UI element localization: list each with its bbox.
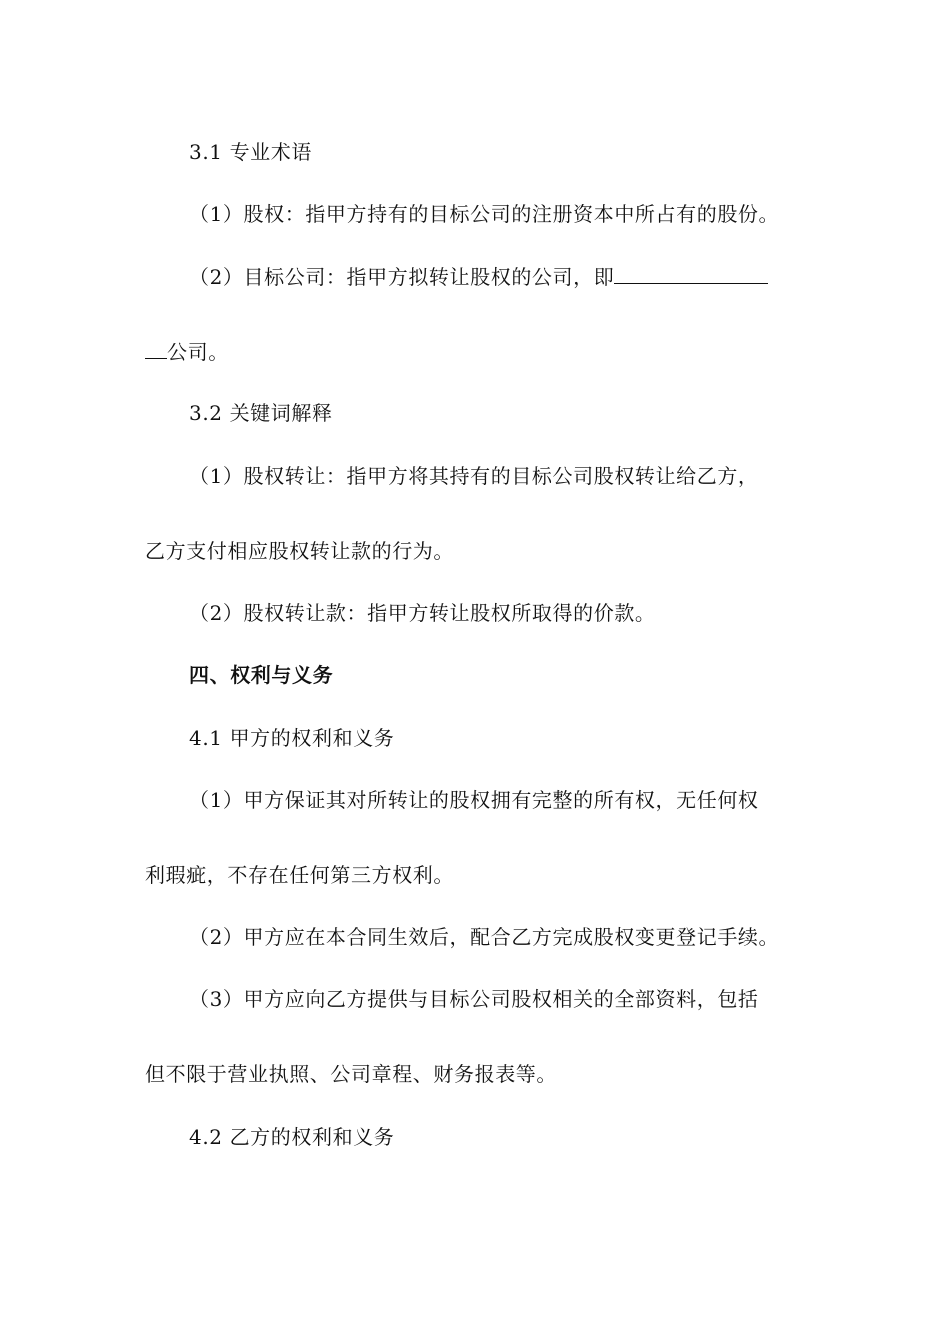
paragraph-party-a-materials: （3）甲方应向乙方提供与目标公司股权相关的全部资料，包括 [189, 987, 759, 1011]
company-name-blank [614, 263, 768, 284]
paragraph-party-a-ownership-cont: 利瑕疵，不存在任何第三方权利。 [145, 863, 454, 887]
paragraph-equity-transfer: （1）股权转让：指甲方将其持有的目标公司股权转让给乙方， [189, 464, 759, 488]
section-3-2-heading: 3.2 关键词解释 [189, 401, 333, 425]
paragraph-transfer-price: （2）股权转让款：指甲方转让股权所取得的价款。 [189, 601, 656, 625]
section-4-1-heading: 4.1 甲方的权利和义务 [189, 726, 395, 750]
paragraph-target-company-cont [145, 338, 845, 366]
paragraph-party-a-registration: （2）甲方应在本合同生效后，配合乙方完成股权变更登记手续。 [189, 925, 780, 949]
paragraph-equity-transfer-cont: 乙方支付相应股权转让款的行为。 [145, 539, 454, 563]
paragraph-equity-definition: （1）股权：指甲方持有的目标公司的注册资本中所占有的股份。 [189, 202, 780, 226]
company-name-blank-cont [145, 338, 167, 359]
company-suffix-text: 公司。 [167, 340, 229, 364]
paragraph-party-a-ownership: （1）甲方保证其对所转让的股权拥有完整的所有权，无任何权 [189, 788, 759, 812]
section-4-2-heading: 4.2 乙方的权利和义务 [189, 1125, 395, 1149]
section-3-1-heading: 3.1 专业术语 [189, 140, 312, 164]
chapter-4-heading: 四、权利与义务 [189, 663, 334, 687]
paragraph-target-company [189, 263, 889, 291]
target-company-text: （2）目标公司：指甲方拟转让股权的公司，即 [189, 265, 615, 289]
paragraph-party-a-materials-cont: 但不限于营业执照、公司章程、财务报表等。 [145, 1062, 557, 1086]
